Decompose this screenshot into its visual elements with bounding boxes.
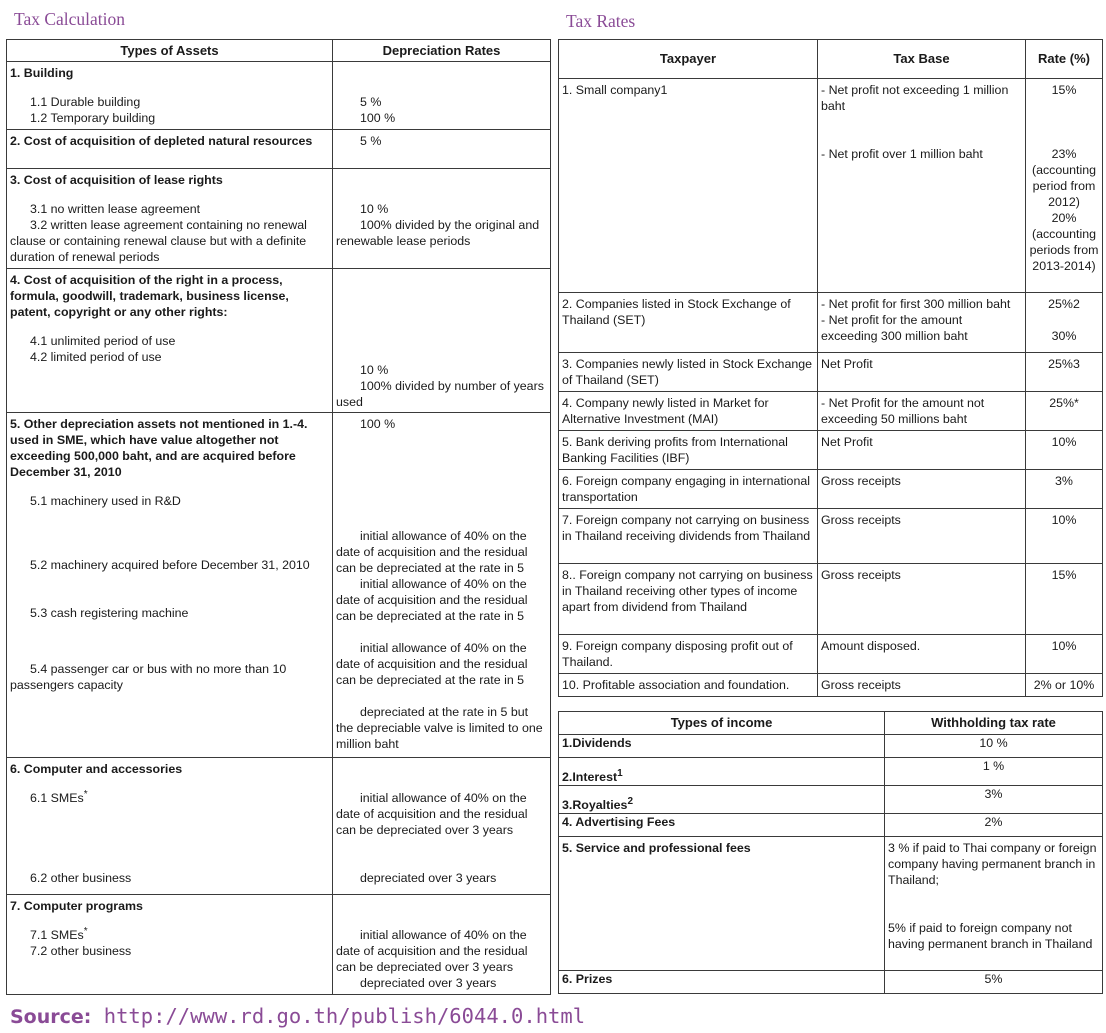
asset-subitem: 5.2 machinery acquired before December 31, 2010 xyxy=(30,558,310,572)
withholding-rate-cell: 3 % if paid to Thai company or foreign company having permanent branch in Thailand; xyxy=(888,841,1097,887)
rate-cell: 10% xyxy=(1051,435,1077,449)
asset-subitem-label: 6.1 SMEs xyxy=(30,791,84,805)
taxpayer-cell: 8.. Foreign company not carrying on business in Thailand receiving other types of income apart from dividend from Thailand xyxy=(562,568,813,614)
rate-cell: 15% xyxy=(1051,568,1077,582)
taxpayer-cell: 9. Foreign company disposing profit out of Thailand. xyxy=(562,639,793,669)
asset-subitem: 5.4 passenger car or bus with no more than 10 passengers capacity xyxy=(10,662,287,692)
source-link[interactable]: http://www.rd.go.th/publish/6044.0.html xyxy=(103,1004,586,1028)
footnote-mark: * xyxy=(83,788,88,800)
tax-base-cell: Gross receipts xyxy=(821,568,901,582)
income-type-cell: 2.Interest xyxy=(562,770,618,784)
asset-subitem: 5.1 machinery used in R&D xyxy=(30,494,181,508)
footnote-mark: 2 xyxy=(627,795,633,807)
asset-subitem xyxy=(10,927,329,943)
table-row xyxy=(559,79,1103,293)
rate-cell: 3% xyxy=(1055,474,1073,488)
table-row xyxy=(559,564,1103,635)
column-header-rate: Rate (%) xyxy=(1026,40,1103,79)
source-citation xyxy=(10,1004,585,1028)
rate-cell: 2% or 10% xyxy=(1033,678,1095,692)
taxpayer-cell: 5. Bank deriving profits from International Banking Facilities (IBF) xyxy=(562,435,788,465)
asset-subitem: 3.1 no written lease agreement xyxy=(30,202,201,216)
rate-value: 10 % xyxy=(360,363,389,377)
rate-value: 100% divided by the original and renewable lease periods xyxy=(336,218,540,248)
asset-heading: 5. Other depreciation assets not mentioned in 1.-4. used in SME, which have value altogether not exceeding 500,000 baht, and are acquired before December 31, 2010 xyxy=(10,417,308,479)
column-header-tax-base: Tax Base xyxy=(818,40,1026,79)
rate-value: 5 % xyxy=(360,134,382,148)
rate-value: initial allowance of 40% on the date of acquisition and the residual can be depreciated at the rate in 5 xyxy=(336,529,528,575)
asset-subitem: 3.2 written lease agreement containing no renewal clause or containing renewal clause but with a definite duration of renewal periods xyxy=(10,218,307,264)
tax-base-cell: Gross receipts xyxy=(821,513,901,527)
asset-heading: 1. Building xyxy=(10,66,74,80)
rate-cell: 10% xyxy=(1051,639,1077,653)
table-row xyxy=(559,353,1103,392)
tax-base-cell: - Net profit over 1 million baht xyxy=(821,147,983,161)
taxpayer-cell: 2. Companies listed in Stock Exchange of Thailand (SET) xyxy=(562,297,791,327)
income-type-cell: 3.Royalties xyxy=(562,798,628,812)
tax-rates-table xyxy=(558,39,1103,697)
asset-subitem: 5.3 cash registering machine xyxy=(30,606,189,620)
rate-value: 5 % xyxy=(360,95,382,109)
withholding-rate-cell: 5% if paid to foreign company not having permanent branch in Thailand xyxy=(888,921,1093,951)
rate-value: initial allowance of 40% on the date of acquisition and the residual can be depreciated at the rate in 5 xyxy=(336,577,528,623)
table-row xyxy=(559,635,1103,674)
table-row xyxy=(7,758,551,895)
table-row xyxy=(7,62,551,130)
column-header-depreciation-rates: Depreciation Rates xyxy=(333,40,551,62)
withholding-tax-table xyxy=(558,711,1103,994)
table-row xyxy=(7,895,551,995)
tax-base-cell: - Net profit for first 300 million baht xyxy=(821,297,1011,311)
table-row xyxy=(559,470,1103,509)
income-type-cell: 5. Service and professional fees xyxy=(562,841,751,855)
tax-calculation-title: Tax Calculation xyxy=(14,9,126,29)
column-header-withholding-rate: Withholding tax rate xyxy=(885,712,1103,735)
rate-cell: 15% xyxy=(1051,83,1077,97)
taxpayer-cell: 3. Companies newly listed in Stock Exchange of Thailand (SET) xyxy=(562,357,813,387)
asset-heading: 6. Computer and accessories xyxy=(10,762,183,776)
footnote-mark: 1 xyxy=(617,767,623,779)
asset-heading: 7. Computer programs xyxy=(10,899,143,913)
asset-subitem: 6.2 other business xyxy=(30,871,132,885)
rate-value: depreciated over 3 years xyxy=(360,976,497,990)
asset-heading: 3. Cost of acquisition of lease rights xyxy=(10,173,223,187)
asset-subitem: 4.2 limited period of use xyxy=(30,350,162,364)
income-type-cell: 6. Prizes xyxy=(562,972,613,986)
asset-subitem: 1.2 Temporary building xyxy=(30,111,156,125)
rate-value: depreciated over 3 years xyxy=(360,871,497,885)
rate-value: 100 % xyxy=(360,111,396,125)
taxpayer-cell: 10. Profitable association and foundation. xyxy=(562,678,790,692)
column-header-income-type: Types of income xyxy=(559,712,885,735)
asset-subitem-label: 7.1 SMEs xyxy=(30,928,84,942)
rate-cell: 25%2 xyxy=(1048,297,1080,311)
rate-value: 10 % xyxy=(360,202,389,216)
tax-base-cell: Amount disposed. xyxy=(821,639,921,653)
rate-cell: 25%* xyxy=(1049,396,1079,410)
table-row xyxy=(7,413,551,758)
taxpayer-cell: 4. Company newly listed in Market for Alternative Investment (MAI) xyxy=(562,396,769,426)
column-header-taxpayer: Taxpayer xyxy=(559,40,818,79)
taxpayer-cell: 6. Foreign company engaging in international transportation xyxy=(562,474,810,504)
withholding-rate-cell: 3% xyxy=(984,787,1003,801)
rate-value: initial allowance of 40% on the date of acquisition and the residual can be depreciated over 3 years xyxy=(336,791,528,837)
tax-base-cell: Net Profit xyxy=(821,435,873,449)
income-type-cell: 4. Advertising Fees xyxy=(562,815,676,829)
tax-base-cell: - Net profit for the amount exceeding 300 million baht xyxy=(821,313,968,343)
table-row xyxy=(559,786,1103,814)
table-row xyxy=(559,735,1103,758)
rate-cell: 23% (accounting period from 2012) xyxy=(1031,147,1097,209)
taxpayer-cell: 1. Small company1 xyxy=(562,83,668,97)
rate-value: initial allowance of 40% on the date of acquisition and the residual can be depreciated over 3 years xyxy=(336,928,528,974)
rate-value: initial allowance of 40% on the date of acquisition and the residual can be depreciated at the rate in 5 xyxy=(336,641,528,687)
column-header-asset-types: Types of Assets xyxy=(7,40,333,62)
rate-cell: 30% xyxy=(1051,329,1077,343)
tax-base-cell: Net Profit xyxy=(821,357,873,371)
withholding-rate-cell: 10 % xyxy=(979,736,1008,750)
tax-base-cell: Gross receipts xyxy=(821,678,901,692)
income-type-cell: 1.Dividends xyxy=(562,736,632,750)
table-row xyxy=(7,269,551,413)
asset-heading: 2. Cost of acquisition of depleted natural resources xyxy=(10,134,313,148)
asset-heading: 4. Cost of acquisition of the right in a process, formula, goodwill, trademark, business license, patent, copyright or any other rights: xyxy=(10,273,289,319)
table-row xyxy=(559,509,1103,564)
table-row xyxy=(559,814,1103,837)
depreciation-table xyxy=(6,39,551,995)
rate-cell: 20% (accounting periods from 2013-2014) xyxy=(1029,211,1099,273)
asset-subitem: 1.1 Durable building xyxy=(30,95,141,109)
footnote-mark: * xyxy=(83,925,88,937)
table-row xyxy=(559,837,1103,971)
table-row xyxy=(559,758,1103,786)
table-row xyxy=(7,130,551,169)
asset-subitem xyxy=(10,790,329,806)
tax-base-cell: - Net profit not exceeding 1 million baht xyxy=(821,83,1009,113)
tax-base-cell: - Net Profit for the amount not exceeding 50 millions baht xyxy=(821,396,985,426)
withholding-rate-cell: 2% xyxy=(984,815,1003,829)
asset-subitem: 4.1 unlimited period of use xyxy=(30,334,176,348)
rate-value: 100 % xyxy=(360,417,396,431)
rate-cell: 25%3 xyxy=(1048,357,1080,371)
table-row xyxy=(7,169,551,269)
withholding-rate-cell: 1 % xyxy=(982,759,1005,773)
tax-rates-title: Tax Rates xyxy=(566,11,636,31)
tax-base-cell: Gross receipts xyxy=(821,474,901,488)
table-row xyxy=(559,392,1103,431)
table-row xyxy=(559,971,1103,994)
taxpayer-cell: 7. Foreign company not carrying on business in Thailand receiving dividends from Thailand xyxy=(562,513,811,543)
table-row xyxy=(559,293,1103,353)
table-row xyxy=(559,674,1103,697)
rate-cell: 10% xyxy=(1051,513,1077,527)
table-row xyxy=(559,431,1103,470)
rate-value: depreciated at the rate in 5 but the depreciable valve is limited to one million baht xyxy=(336,705,543,751)
source-label: Source: xyxy=(10,1006,92,1028)
withholding-rate-cell: 5% xyxy=(984,972,1003,986)
asset-subitem: 7.2 other business xyxy=(30,944,132,958)
rate-value: 100% divided by number of years used xyxy=(336,379,544,409)
